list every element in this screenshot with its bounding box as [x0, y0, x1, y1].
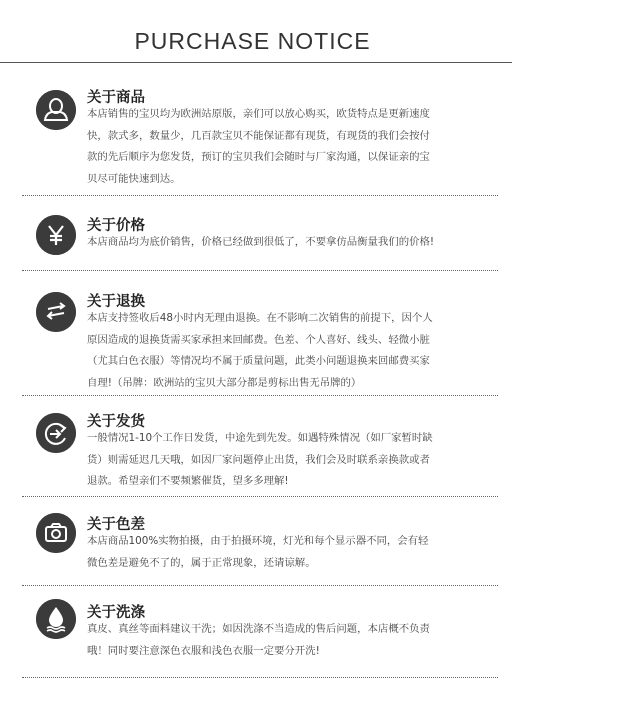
section-divider — [22, 585, 498, 586]
yen-icon — [36, 215, 76, 255]
section-divider — [22, 395, 498, 396]
section-heading: 关于发货 — [87, 414, 145, 430]
user-icon — [36, 90, 76, 130]
camera-icon — [36, 513, 76, 553]
section-text: 本店商品100%实物拍摄，由于拍摄环境，灯光和每个显示器不同，会有轻 微色差是避免不了的，属于正常现象，还请谅解。 — [87, 535, 429, 569]
section-text: 本店支持签收后48小时内无理由退换。在不影响二次销售的前提下，因个人 原因造成的退换货需买家承担来回邮费。色差、个人喜好、线头、轻微小脏 （尤其白色衣服）等情况均不属于质量问题，此类小问题退换来回邮费买家 自理!（吊牌：欧洲站的宝贝大部分都是剪标出售无吊牌的） — [87, 312, 433, 389]
section-divider — [22, 195, 498, 196]
page-title: PURCHASE NOTICE — [134, 28, 371, 54]
section-divider — [22, 677, 498, 678]
section-text: 本店销售的宝贝均为欧洲站原版，亲们可以放心购买，欧货特点是更新速度 快，款式多，数量少，几百款宝贝不能保证都有现货，有现货的我们会按付 款的先后顺序为您发货，预订的宝贝我们会随时与厂家沟通，以保证亲的宝 贝尽可能快速到达。 — [87, 108, 430, 185]
section-text: 一般情况1-10个工作日发货，中途先到先发。如遇特殊情况（如厂家暂时缺 货）则需延迟几天哦，如因厂家问题停止出货，我们会及时联系亲换款或者 退款。希望亲们不要频繁催货，望多多理解! — [87, 432, 433, 487]
water-drop-icon — [36, 599, 76, 639]
section-heading: 关于价格 — [87, 218, 145, 234]
section-heading: 关于色差 — [87, 517, 145, 533]
section-heading: 关于退换 — [87, 294, 145, 310]
section-text: 真皮、真丝等面料建议干洗；如因洗涤不当造成的售后问题，本店概不负责 哦！同时要注意深色衣服和浅色衣服一定要分开洗! — [87, 623, 430, 657]
section-text: 本店商品均为底价销售，价格已经做到很低了，不要拿仿品衡量我们的价格! — [87, 236, 435, 248]
shipping-icon — [36, 413, 76, 453]
section-heading: 关于洗涤 — [87, 605, 145, 621]
section-heading: 关于商品 — [87, 90, 145, 106]
section-divider — [22, 496, 498, 497]
title-divider — [0, 62, 512, 63]
exchange-icon — [36, 292, 76, 332]
section-divider — [22, 270, 498, 271]
